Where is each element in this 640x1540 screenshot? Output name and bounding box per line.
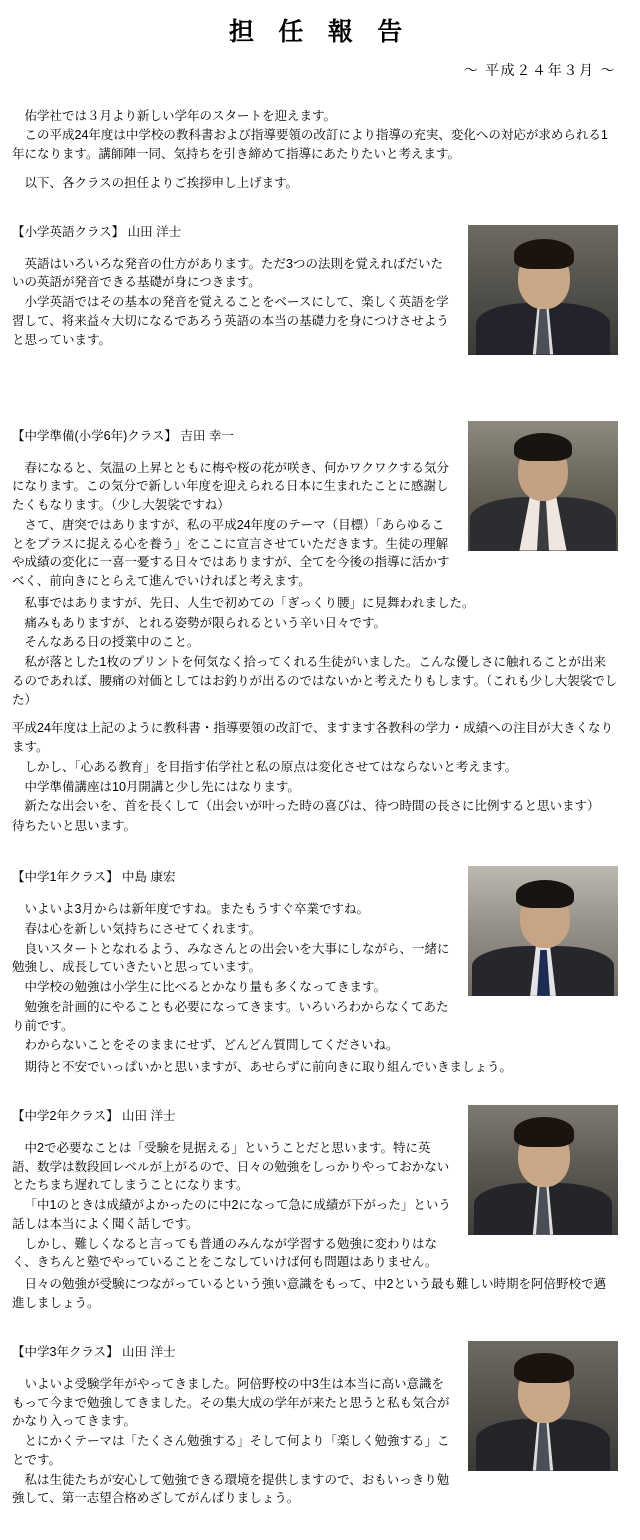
section-body xyxy=(12,1361,452,1508)
section-heading: 【中学3年クラス】 山田 洋士 xyxy=(12,1344,176,1359)
section-body xyxy=(12,1125,452,1272)
section-heading: 【中学準備(小学6年)クラス】 吉田 幸一 xyxy=(12,428,234,443)
section-paragraph: 英語はいろいろな発音の仕方があります。ただ3つの法則を覚えればだいたいの英語が発音できる基礎が身につきます。 xyxy=(12,256,443,290)
section-elementary-english xyxy=(0,223,640,399)
section-paragraph: 小学英語ではその基本の発音を覚えることをベースにして、楽しく英語を学習して、将来益々大切になるであろう英語の本当の基礎力を身につけさせようと思っています。 xyxy=(12,295,449,347)
section-body-continued xyxy=(12,592,618,836)
section-paragraph: わからないことをそのままにせず、どんどん質問してくださいね。 xyxy=(24,1038,399,1053)
section-body xyxy=(12,886,452,1055)
section-paragraph: 日々の勉強が受験につながっているという強い意識をもって、中2という最も難しい時期を阿倍野校で邁進しましょう。 xyxy=(12,1277,606,1310)
section-paragraph: 春は心を新しい気持ちにさせてくれます。 xyxy=(24,921,262,936)
intro-line-1: 佑学社では３月より新しい学年のスタートを迎えます。 xyxy=(24,108,337,123)
section-body xyxy=(12,241,452,350)
section-paragraph: 平成24年度は上記のように教科書・指導要領の改訂で、ますます各教科の学力・成績への注目が大きくなります。 xyxy=(12,721,614,755)
section-paragraph: 新たな出会いを、首を長くして（出会いが叶った時の喜びは、待つ時間の長さに比例すると思います） xyxy=(24,799,600,814)
section-paragraph: いよいよ受験学年がやってきました。阿倍野校の中3生は本当に高い意識をもって今まで勉強してきました。その集大成の学年が来たと思うと私も気合がかなり入ってきます。 xyxy=(12,1376,450,1429)
section-paragraph: 中学準備講座は10月開講と少し先にはなります。 xyxy=(24,779,300,794)
intro-line-3: 以下、各クラスの担任よりご挨拶申し上げます。 xyxy=(24,175,299,190)
section-heading: 【中学1年クラス】 中島 康宏 xyxy=(12,869,176,884)
section-junior-grade2 xyxy=(0,1107,640,1313)
section-paragraph: 私が落とした1枚のプリントを何気なく拾ってくれる生徒がいました。こんな優しさに触れることが出来るのであれば、腰痛の対価としてはお釣りが出るのではないかと考えたりもします。（これも少し大袈裟でした） xyxy=(12,655,618,707)
section-heading: 【中学2年クラス】 山田 洋士 xyxy=(12,1108,176,1123)
page-title: 担 任 報 告 xyxy=(228,18,412,46)
section-junior-grade3 xyxy=(0,1343,640,1529)
section-paragraph: しかし、難しくなると言っても普通のみんなが学習する勉強に変わりはなく、きちんと塾でやっていることをこなしていけば何も問題はありません。 xyxy=(12,1236,438,1270)
teacher-photo-yamada-2 xyxy=(468,1105,618,1235)
section-paragraph: いよいよ3月からは新年度ですね。またもうすぐ卒業ですね。 xyxy=(24,902,369,917)
section-paragraph: そんなある日の授業中のこと。 xyxy=(24,635,200,650)
teacher-photo-nakajima xyxy=(468,866,618,996)
section-junior-prep xyxy=(0,427,640,836)
section-paragraph: しかし、「心ある教育」を目指す佑学社と私の原点は変化させてはならないと考えます。 xyxy=(24,759,518,774)
intro-gap xyxy=(12,165,618,174)
section-body xyxy=(12,445,452,591)
section-junior-grade1 xyxy=(0,868,640,1077)
section-paragraph: 中学校の勉強は小学生に比べるとかなり量も多くなってきます。 xyxy=(24,980,387,995)
teacher-photo-yamada-1 xyxy=(468,225,618,355)
section-paragraph: 痛みもありますが、とれる姿勢が限られるという辛い日々です。 xyxy=(24,615,387,630)
teacher-photo-yoshida xyxy=(468,421,618,551)
section-paragraph: 中2で必要なことは「受験を見据える」ということだと思います。特に英語、数学は数段回レベルが上がるので、日々の勉強をしっかりやっておかないとたちまち遅れてしまうことになります。 xyxy=(12,1140,450,1193)
section-paragraph: 私は生徒たちが安心して勉強できる環境を提供しますので、おもいっきり勉強して、第一志望合格めざしてがんばりましょう。 xyxy=(12,1472,450,1506)
document-date: ～ 平成２４年３月 ～ xyxy=(463,62,616,79)
intro-line-2: この平成24年度は中学校の教科書および指導要領の改訂により指導の充実、変化への対応が求められる1年になります。講師陣一同、気持ちを引き締めて指導にあたりたいと考えます。 xyxy=(12,128,608,162)
section-paragraph: とにかくテーマは「たくさん勉強する」そして何より「楽しく勉強する」ことです。 xyxy=(12,1434,450,1467)
section-paragraph: 春になると、気温の上昇とともに梅や桜の花が咲き、何かワクワクする気分になります。この気分で新しい年度を迎えられる日本に生まれたことに感謝したくもなります。（少し大袈裟ですね） xyxy=(12,460,450,513)
paragraph-spacer xyxy=(12,710,618,719)
section-body-continued xyxy=(12,1056,618,1077)
teacher-photo-yamada-3 xyxy=(468,1341,618,1471)
section-paragraph: 待ちたいと思います。 xyxy=(12,819,137,834)
section-paragraph: 良いスタートとなれるよう、みなさんとの出会いを大事にしながら、一緒に勉強し、成長していきたいと思っています。 xyxy=(12,941,450,975)
section-paragraph: 私事ではありますが、先日、人生で初めての「ぎっくり腰」に見舞われました。 xyxy=(24,595,475,610)
section-paragraph: 期待と不安でいっぱいかと思いますが、あせらずに前向きに取り組んでいきましょう。 xyxy=(24,1060,513,1075)
section-heading: 【小学英語クラス】 山田 洋士 xyxy=(12,224,182,239)
intro-block xyxy=(0,81,640,193)
section-paragraph: 勉強を計画的にやることも必要になってきます。いろいろわからなくてあたり前です。 xyxy=(12,999,449,1033)
section-paragraph: さて、唐突ではありますが、私の平成24年度のテーマ（目標）「あらゆることをプラスに捉える心を養う」をここに宣言させていただきます。生徒の理解や成績の変化に一喜一憂する日々ではありますが、全てを今後の指導に活かすべく、前向きにとらえて進んでいければと考えます。 xyxy=(12,517,450,589)
section-paragraph: 「中1のときは成績がよかったのに中2になって急に成績が下がった」という話しは本当によく聞く話しです。 xyxy=(12,1198,451,1231)
section-body-continued xyxy=(12,1273,618,1313)
